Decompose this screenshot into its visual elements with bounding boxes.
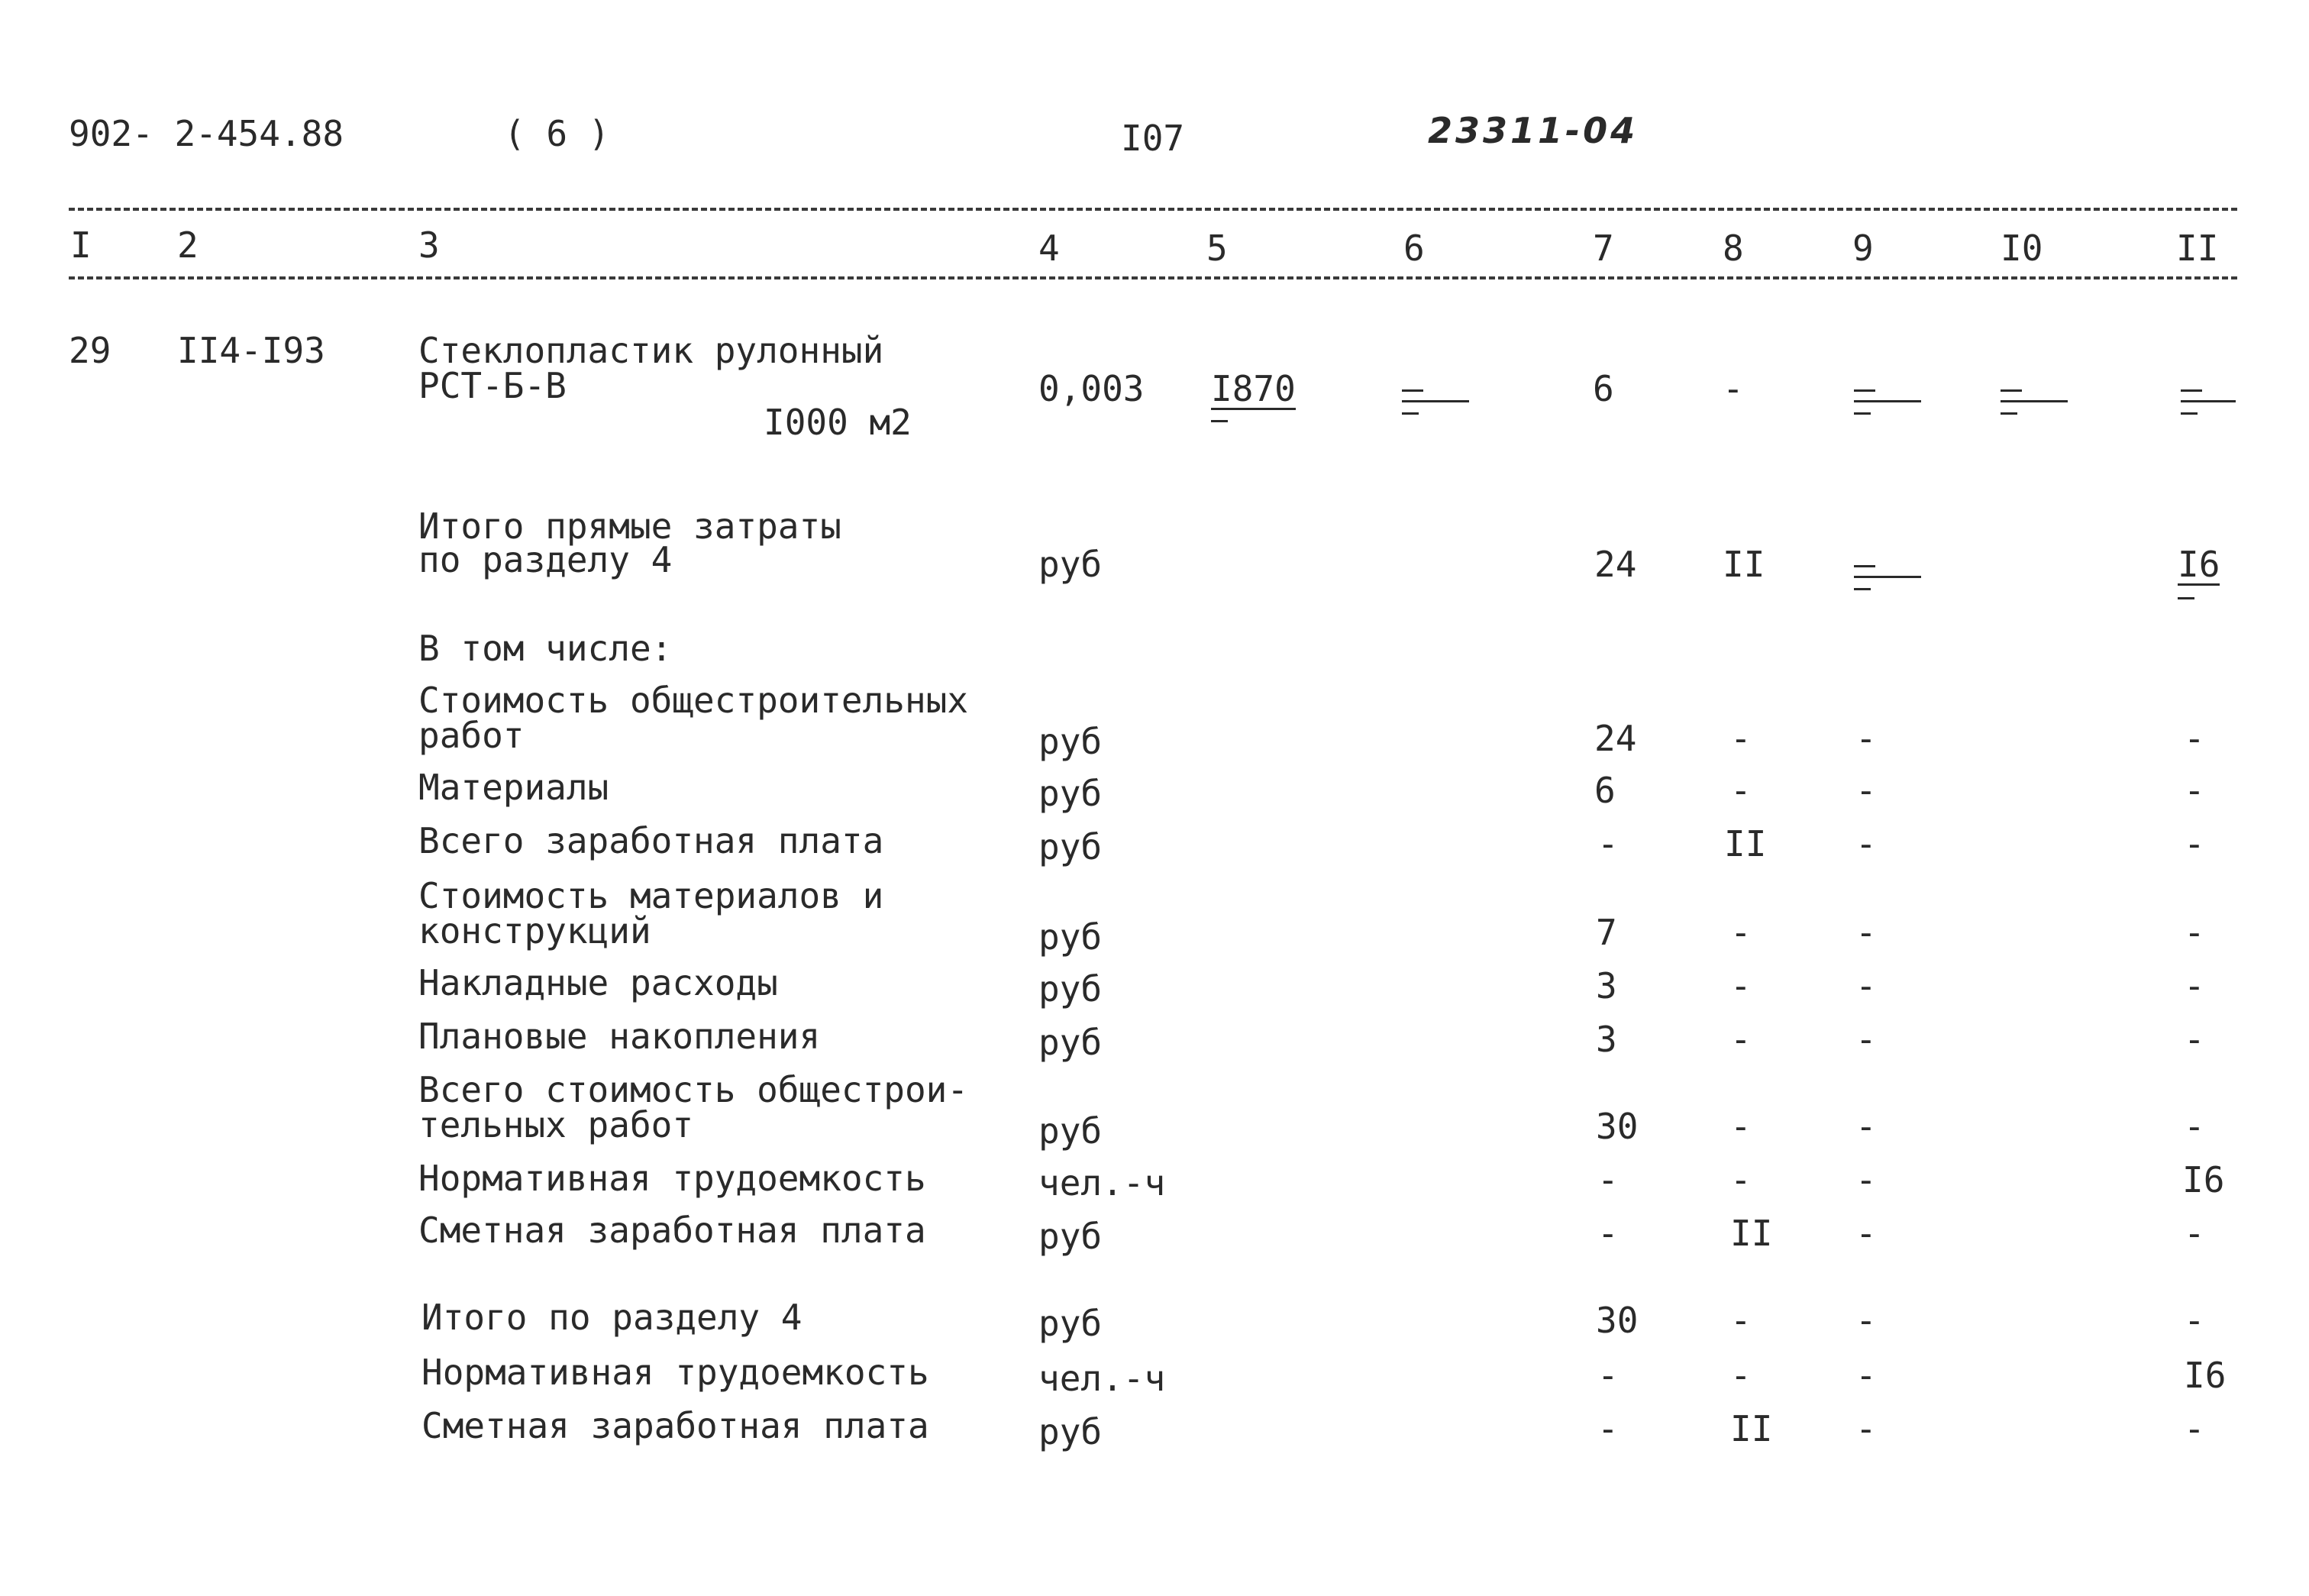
row-label-line2: конструкций — [418, 910, 651, 951]
item-unit: I000 м2 — [764, 402, 912, 443]
row-col7: 3 — [1596, 965, 1617, 1006]
row-col9: - — [1855, 1408, 1877, 1449]
handwritten-reference: 23311-04 — [1428, 110, 1639, 151]
row-label-line1: Нормативная трудоемкость — [421, 1352, 929, 1393]
row-unit: руб — [1038, 826, 1103, 867]
row-col7: 3 — [1596, 1019, 1617, 1060]
row-unit: руб — [1038, 1022, 1103, 1063]
item-number: 29 — [69, 330, 111, 371]
row-col9: - — [1855, 770, 1877, 811]
col-header-4: 4 — [1038, 228, 1060, 269]
col-header-5: 5 — [1206, 228, 1228, 269]
row-col8: - — [1730, 770, 1752, 811]
col-header-10: I0 — [2001, 228, 2043, 269]
col-header-9: 9 — [1852, 228, 1874, 269]
row-col9: - — [1855, 823, 1877, 864]
row-col7: 7 — [1596, 912, 1617, 953]
row-label-line1: Стоимость материалов и — [418, 875, 884, 916]
row-col8: - — [1730, 1106, 1752, 1147]
row-col7: 30 — [1596, 1106, 1639, 1147]
row-col11: - — [2184, 1300, 2205, 1341]
row-col9: - — [1855, 1106, 1877, 1147]
row-col9: - — [1855, 912, 1877, 953]
row-col8: - — [1730, 1355, 1752, 1396]
col-header-8: 8 — [1723, 228, 1744, 269]
row-label-line1: Сметная заработная плата — [421, 1405, 929, 1446]
row-col8: - — [1730, 1300, 1752, 1341]
row-col11: - — [2184, 912, 2205, 953]
col-header-6: 6 — [1403, 228, 1425, 269]
row-col9: - — [1855, 1355, 1877, 1396]
row-unit: руб — [1038, 968, 1103, 1010]
col-header-7: 7 — [1593, 228, 1614, 269]
row-col11: - — [2184, 1213, 2205, 1254]
row-label-line1: Плановые накопления — [418, 1016, 821, 1057]
row-label-line1: Всего заработная плата — [418, 820, 884, 861]
row-col11: - — [2184, 1019, 2205, 1060]
total-direct-line2: по разделу 4 — [418, 539, 673, 580]
row-col8: II — [1730, 1408, 1773, 1449]
row-unit: руб — [1038, 916, 1103, 958]
row-unit: руб — [1038, 721, 1103, 762]
total-direct-col11: I6 — [2178, 544, 2220, 585]
row-col11: - — [2184, 718, 2205, 759]
row-col7: 24 — [1594, 718, 1637, 759]
row-col11: - — [2184, 823, 2205, 864]
row-unit: чел.-ч — [1038, 1358, 1166, 1399]
row-label-line1: Сметная заработная плата — [418, 1210, 926, 1251]
row-col9: - — [1855, 965, 1877, 1006]
col-header-3: 3 — [418, 225, 440, 266]
row-label-line1: Нормативная трудоемкость — [418, 1158, 926, 1199]
row-label-line1: Стоимость общестроительных — [418, 680, 969, 721]
document-code: 902- 2-454.88 — [69, 113, 344, 154]
including-label: В том числе: — [418, 628, 673, 669]
row-col7: 30 — [1596, 1300, 1639, 1341]
row-col8: - — [1730, 912, 1752, 953]
row-label-line1: Итого по разделу 4 — [421, 1297, 802, 1338]
col-header-1: I — [70, 225, 92, 266]
row-unit: чел.-ч — [1038, 1162, 1166, 1203]
item-price: I870 — [1211, 368, 1296, 409]
row-unit: руб — [1038, 1411, 1103, 1452]
row-col11: - — [2184, 1106, 2205, 1147]
row-col9: - — [1855, 1213, 1877, 1254]
total-direct-unit: руб — [1038, 544, 1103, 585]
row-unit: руб — [1038, 1303, 1103, 1344]
row-col7: - — [1597, 823, 1619, 864]
total-direct-col7: 24 — [1594, 544, 1637, 585]
item-name-line1: Стеклопластик рулонный — [418, 330, 884, 371]
row-label-line1: Всего стоимость общестрои- — [418, 1069, 969, 1110]
header-bottom-dashed-rule — [69, 276, 2237, 279]
total-direct-col8: II — [1723, 544, 1765, 585]
row-col11: I6 — [2184, 1355, 2227, 1396]
item-code: II4-I93 — [177, 330, 325, 371]
item-quantity: 0,003 — [1038, 368, 1145, 409]
row-label-line1: Материалы — [418, 767, 609, 808]
row-unit: руб — [1038, 773, 1103, 814]
row-label-line2: работ — [418, 715, 525, 756]
document-part: ( 6 ) — [504, 113, 610, 154]
row-col8: - — [1730, 1019, 1752, 1060]
item-col8: - — [1723, 368, 1744, 409]
row-label-line2: тельных работ — [418, 1104, 694, 1145]
total-direct-line1: Итого прямые затраты — [418, 506, 841, 547]
item-name-line2: РСТ-Б-В — [418, 365, 567, 406]
row-col9: - — [1855, 718, 1877, 759]
row-col11: - — [2184, 1408, 2205, 1449]
row-col11: - — [2184, 965, 2205, 1006]
row-col8: - — [1730, 718, 1752, 759]
row-col9: - — [1855, 1159, 1877, 1200]
col-header-2: 2 — [177, 225, 199, 266]
top-dashed-rule — [69, 208, 2237, 211]
item-col7: 6 — [1593, 368, 1614, 409]
row-col8: II — [1724, 823, 1767, 864]
row-col8: - — [1730, 1159, 1752, 1200]
row-col8: - — [1730, 965, 1752, 1006]
row-unit: руб — [1038, 1216, 1103, 1257]
row-col8: II — [1730, 1213, 1773, 1254]
row-label-line1: Накладные расходы — [418, 962, 778, 1003]
row-col7: - — [1597, 1213, 1619, 1254]
row-col7: - — [1597, 1355, 1619, 1396]
col-header-11: II — [2176, 228, 2219, 269]
row-col7: 6 — [1594, 770, 1616, 811]
row-col7: - — [1597, 1159, 1619, 1200]
row-col11: I6 — [2182, 1159, 2225, 1200]
page-number: I07 — [1121, 118, 1185, 159]
row-col11: - — [2184, 770, 2205, 811]
row-unit: руб — [1038, 1110, 1103, 1152]
row-col7: - — [1597, 1408, 1619, 1449]
row-col9: - — [1855, 1019, 1877, 1060]
row-col9: - — [1855, 1300, 1877, 1341]
